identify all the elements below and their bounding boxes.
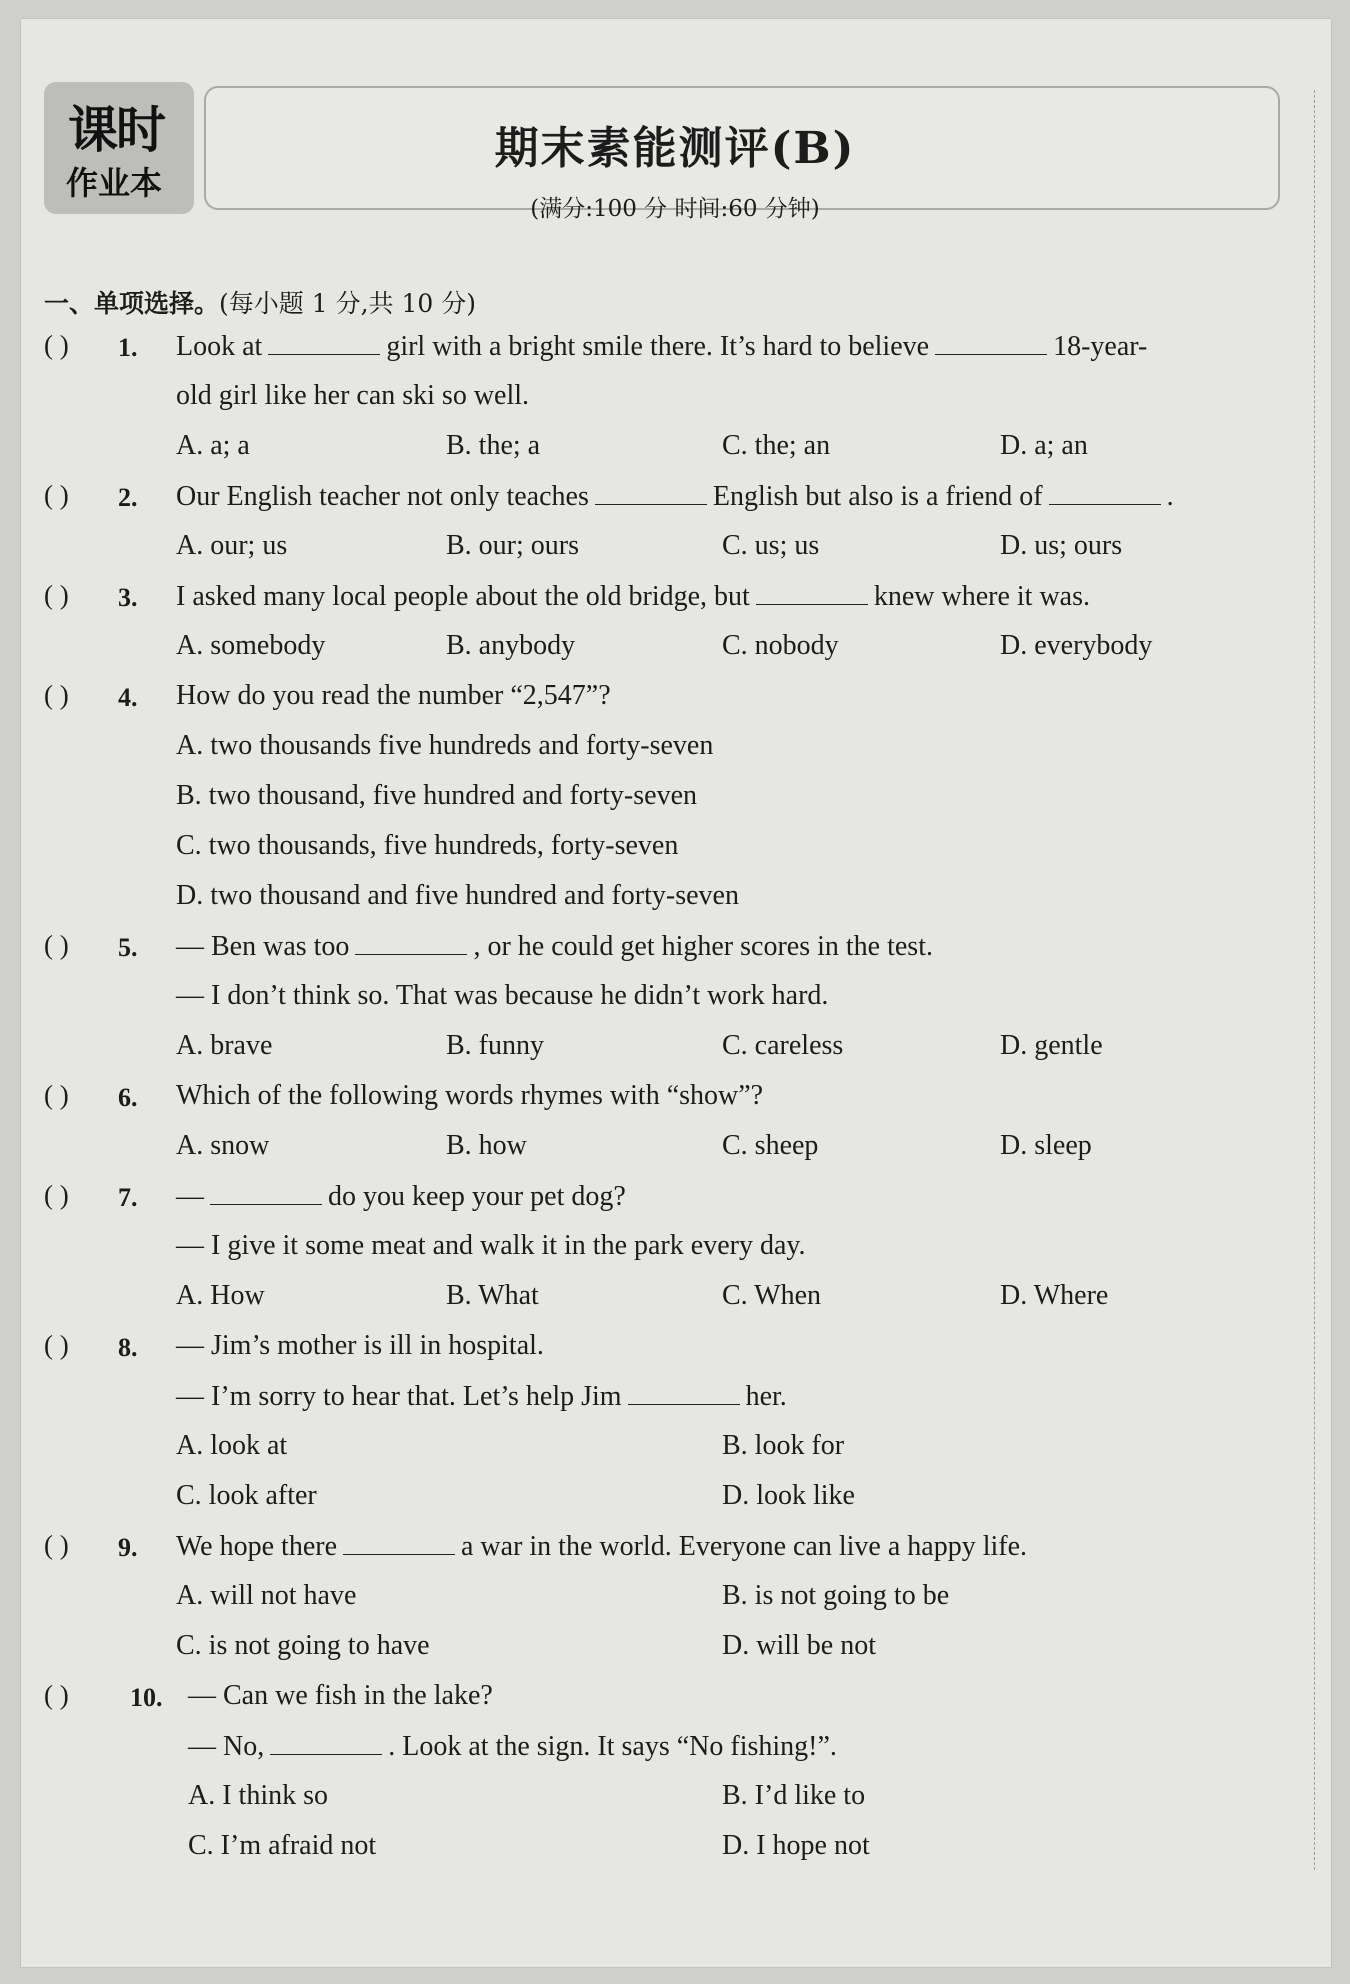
option-c[interactable]: C. two thousands, five hundreds, forty-seven	[176, 830, 679, 861]
logo-line1: 课时	[68, 101, 164, 159]
question-number: 5.	[118, 933, 138, 962]
option-a[interactable]: A. our; us	[176, 530, 288, 561]
option-c[interactable]: C. is not going to have	[176, 1630, 430, 1661]
option-b[interactable]: B. our; ours	[446, 530, 579, 561]
option-c[interactable]: C. the; an	[722, 430, 831, 461]
question-number: 6.	[118, 1083, 138, 1112]
option-c[interactable]: C. look after	[176, 1480, 317, 1511]
option-c[interactable]: C. nobody	[722, 630, 839, 661]
question-number: 10.	[130, 1683, 163, 1712]
answer-bracket[interactable]: ( )	[44, 1180, 69, 1210]
question-stem: — do you keep your pet dog?	[176, 1181, 626, 1212]
option-b[interactable]: B. anybody	[446, 630, 576, 661]
question-stem: — Jim’s mother is ill in hospital.	[176, 1330, 544, 1361]
option-d[interactable]: D. us; ours	[1000, 530, 1123, 561]
question-stem: How do you read the number “2,547”?	[176, 680, 611, 711]
option-d[interactable]: D. sleep	[1000, 1130, 1092, 1161]
question-continuation: — No, . Look at the sign. It says “No fishing!”.	[188, 1731, 837, 1762]
option-d[interactable]: D. will be not	[722, 1630, 876, 1661]
score-time-info: (满分:100 分 时间:60 分钟)	[530, 196, 820, 222]
margin-rule	[1314, 90, 1316, 1870]
question-stem: I asked many local people about the old bridge, but knew where it was.	[176, 581, 1090, 612]
answer-blank	[595, 480, 707, 505]
option-b[interactable]: B. I’d like to	[722, 1780, 866, 1811]
option-c[interactable]: C. careless	[722, 1030, 844, 1061]
question-continuation: old girl like her can ski so well.	[176, 380, 530, 411]
option-a[interactable]: A. How	[176, 1280, 265, 1311]
question-stem: Our English teacher not only teaches English but also is a friend of .	[176, 481, 1174, 512]
question-stem: — Ben was too , or he could get higher scores in the test.	[176, 931, 933, 962]
section-points: (每小题 1 分,共 10 分)	[219, 289, 476, 318]
option-b[interactable]: B. look for	[722, 1430, 845, 1461]
answer-blank	[756, 580, 868, 605]
option-d[interactable]: D. a; an	[1000, 430, 1088, 461]
option-b[interactable]: B. the; a	[446, 430, 541, 461]
option-d[interactable]: D. everybody	[1000, 630, 1153, 661]
option-a[interactable]: A. brave	[176, 1030, 273, 1061]
option-c[interactable]: C. When	[722, 1280, 822, 1311]
option-c[interactable]: C. sheep	[722, 1130, 819, 1161]
answer-bracket[interactable]: ( )	[44, 1680, 69, 1710]
answer-blank	[270, 1730, 382, 1755]
answer-blank	[355, 930, 467, 955]
option-a[interactable]: A. will not have	[176, 1580, 357, 1611]
question-number: 7.	[118, 1183, 138, 1212]
question-stem: Look at girl with a bright smile there. It’s hard to believe 18-year-	[176, 331, 1148, 362]
question-number: 2.	[118, 483, 138, 512]
option-b[interactable]: B. What	[446, 1280, 539, 1311]
option-c[interactable]: C. I’m afraid not	[188, 1830, 377, 1861]
question-continuation: — I give it some meat and walk it in the park every day.	[176, 1230, 806, 1261]
question-number: 9.	[118, 1533, 138, 1562]
option-a[interactable]: A. two thousands five hundreds and forty-seven	[176, 730, 714, 761]
question-continuation: — I’m sorry to hear that. Let’s help Jim her.	[176, 1381, 787, 1412]
answer-bracket[interactable]: ( )	[44, 330, 69, 360]
option-d[interactable]: D. two thousand and five hundred and forty-seven	[176, 880, 739, 911]
option-a[interactable]: A. a; a	[176, 430, 250, 461]
question-number: 3.	[118, 583, 138, 612]
page-title: 期末素能测评(B)	[494, 123, 856, 174]
option-a[interactable]: A. somebody	[176, 630, 326, 661]
question-number: 4.	[118, 683, 138, 712]
option-b[interactable]: B. how	[446, 1130, 527, 1161]
section-heading	[44, 284, 476, 320]
question-continuation: — I don’t think so. That was because he didn’t work hard.	[176, 980, 829, 1011]
option-a[interactable]: A. look at	[176, 1430, 288, 1461]
question-stem: — Can we fish in the lake?	[188, 1680, 493, 1711]
section-title: 一、单项选择。	[44, 289, 220, 318]
option-b[interactable]: B. two thousand, five hundred and forty-seven	[176, 780, 697, 811]
answer-blank	[628, 1380, 740, 1405]
option-a[interactable]: A. snow	[176, 1130, 270, 1161]
option-d[interactable]: D. I hope not	[722, 1830, 870, 1861]
option-a[interactable]: A. I think so	[188, 1780, 328, 1811]
option-d[interactable]: D. look like	[722, 1480, 855, 1511]
answer-bracket[interactable]: ( )	[44, 580, 69, 610]
answer-bracket[interactable]: ( )	[44, 1080, 69, 1110]
question-stem: Which of the following words rhymes with “show”?	[176, 1080, 764, 1111]
option-b[interactable]: B. is not going to be	[722, 1580, 950, 1611]
answer-blank	[268, 330, 380, 355]
answer-blank	[210, 1180, 322, 1205]
option-c[interactable]: C. us; us	[722, 530, 820, 561]
logo-line2: 作业本	[66, 164, 163, 202]
option-d[interactable]: D. Where	[1000, 1280, 1109, 1311]
answer-blank	[343, 1530, 455, 1555]
option-d[interactable]: D. gentle	[1000, 1030, 1103, 1061]
answer-bracket[interactable]: ( )	[44, 930, 69, 960]
question-stem: We hope there a war in the world. Everyone can live a happy life.	[176, 1531, 1028, 1562]
question-number: 1.	[118, 333, 138, 362]
answer-blank	[1049, 480, 1161, 505]
answer-blank	[935, 330, 1047, 355]
question-number: 8.	[118, 1333, 138, 1362]
answer-bracket[interactable]: ( )	[44, 680, 69, 710]
answer-bracket[interactable]: ( )	[44, 1530, 69, 1560]
answer-bracket[interactable]: ( )	[44, 480, 69, 510]
answer-bracket[interactable]: ( )	[44, 1330, 69, 1360]
option-b[interactable]: B. funny	[446, 1030, 544, 1061]
